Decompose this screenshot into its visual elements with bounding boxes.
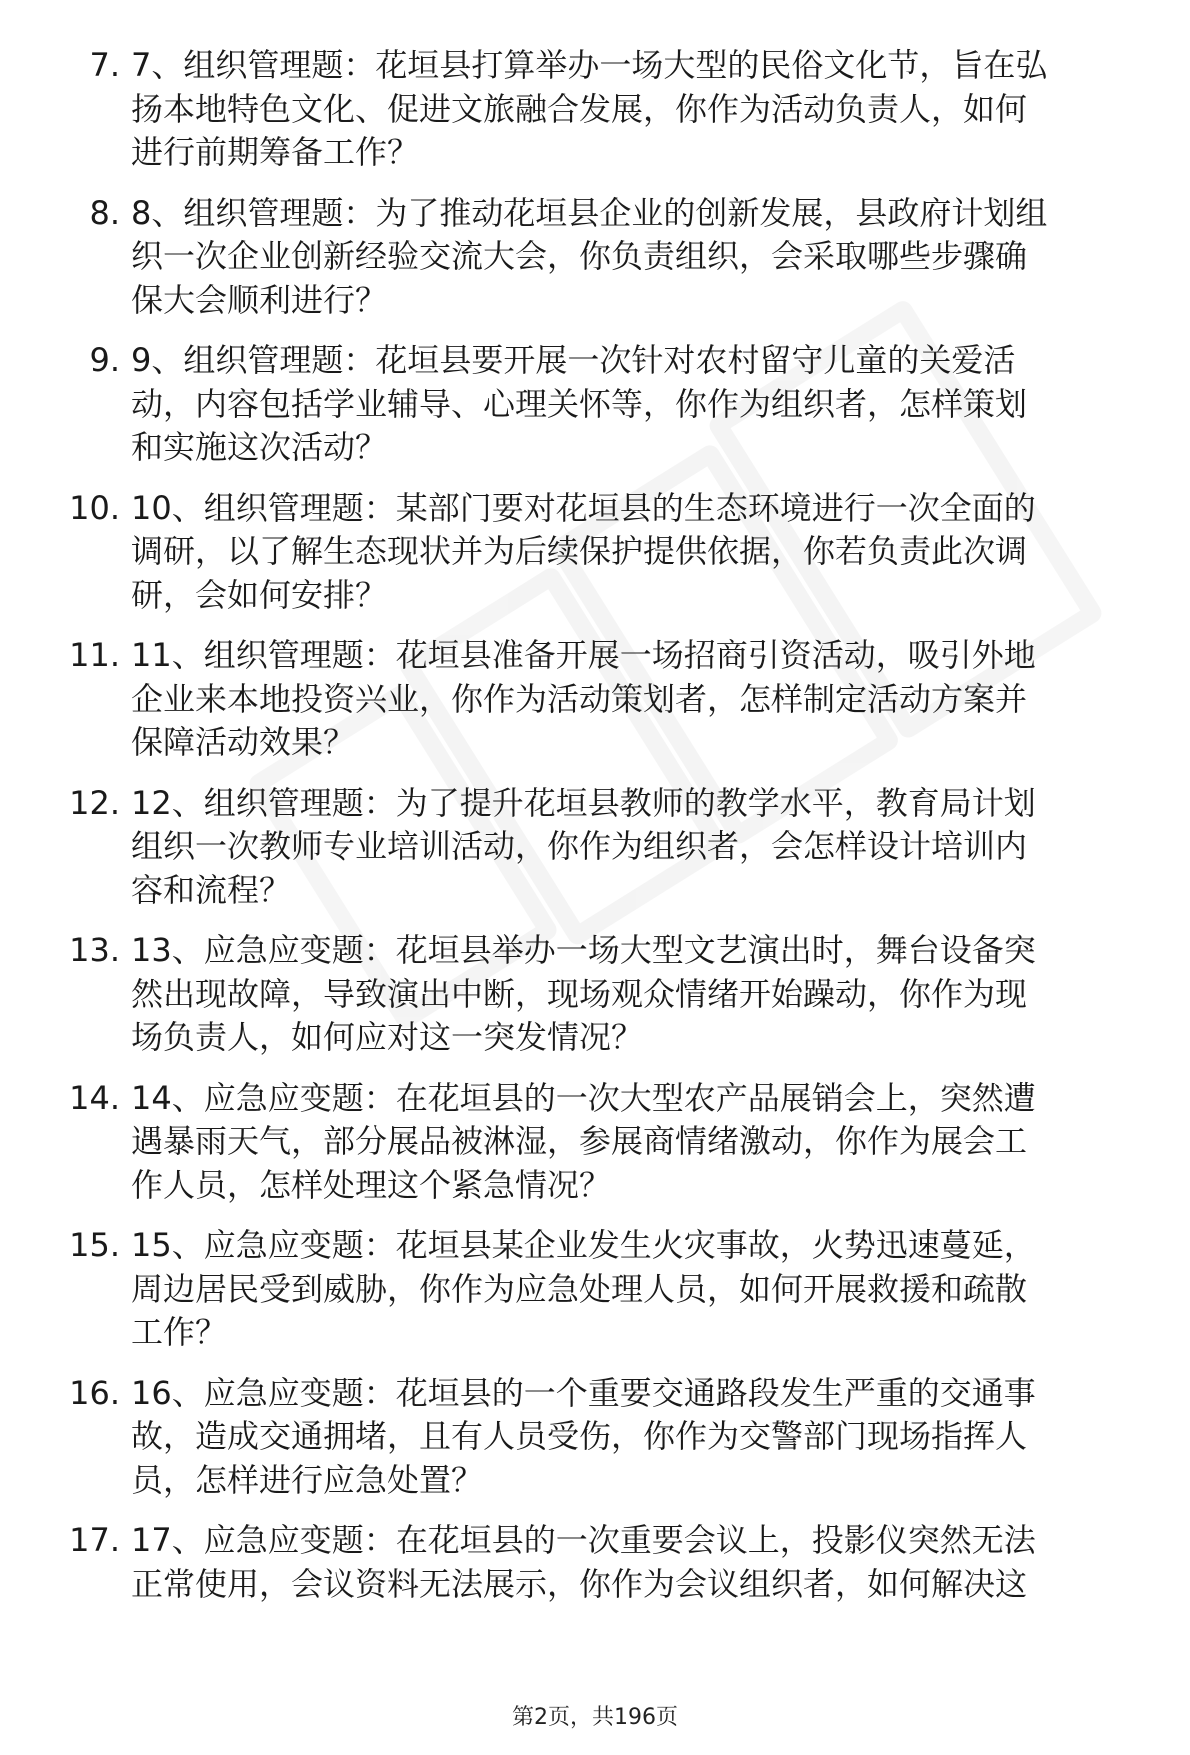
question-text — [131, 192, 1171, 323]
question-text-line: 12、组织管理题：为了提升花垣县教师的教学水平，教育局计划 — [131, 783, 1036, 822]
question-text — [131, 487, 1171, 618]
question-text — [131, 782, 1171, 913]
question-item — [0, 1224, 1190, 1355]
question-text-line: 保大会顺利进行？ — [131, 280, 388, 319]
question-text-line: 保障活动效果？ — [131, 723, 356, 761]
question-text — [131, 1224, 1171, 1355]
question-number: 15. — [69, 1226, 120, 1264]
question-text-line: 正常使用，会议资料无法展示，你作为会议组织者，如何解决这 — [131, 1564, 1028, 1603]
question-text-line: 15、应急应变题：花垣县某企业发生火灾事故，火势迅速蔓延， — [131, 1226, 1036, 1264]
question-text — [131, 634, 1171, 765]
question-text — [131, 1372, 1171, 1503]
question-text-line: 工作？ — [131, 1313, 228, 1351]
question-text-line: 研，会如何安排？ — [131, 575, 388, 614]
question-text — [131, 929, 1171, 1060]
question-text-line: 17、应急应变题：在花垣县的一次重要会议上，投影仪突然无法 — [131, 1521, 1036, 1559]
question-text-line: 场负责人，如何应对这一突发情况？ — [131, 1018, 644, 1056]
question-number: 17. — [69, 1521, 120, 1559]
question-text-line: 8、组织管理题：为了推动花垣县企业的创新发展，县政府计划组 — [131, 193, 1048, 232]
question-item — [0, 1372, 1190, 1503]
question-text-line: 容和流程？ — [131, 870, 292, 909]
question-text-line: 然出现故障，导致演出中断，现场观众情绪开始躁动，你作为现 — [131, 974, 1028, 1013]
question-item — [0, 1519, 1190, 1606]
question-text-line: 遇暴雨天气，部分展品被淋湿，参展商情绪激动，你作为展会工 — [131, 1122, 1028, 1160]
question-item — [0, 487, 1190, 618]
question-text-line: 周边居民受到威胁，你作为应急处理人员，如何开展救援和疏散 — [131, 1269, 1028, 1308]
question-text-line: 进行前期筹备工作？ — [131, 133, 420, 171]
question-item — [0, 929, 1190, 1060]
question-text-line: 14、应急应变题：在花垣县的一次大型农产品展销会上，突然遭 — [131, 1078, 1036, 1117]
question-text-line: 作人员，怎样处理这个紧急情况？ — [131, 1165, 612, 1204]
question-text-line: 10、组织管理题：某部门要对花垣县的生态环境进行一次全面的 — [131, 488, 1036, 527]
question-text-line: 企业来本地投资兴业，你作为活动策划者，怎样制定活动方案并 — [131, 679, 1028, 718]
question-number: 7. — [89, 46, 120, 84]
question-item — [0, 782, 1190, 913]
question-number: 14. — [69, 1078, 120, 1117]
question-number: 13. — [69, 931, 120, 969]
question-item — [0, 634, 1190, 765]
question-text-line: 7、组织管理题：花垣县打算举办一场大型的民俗文化节，旨在弘 — [131, 46, 1048, 84]
question-text — [131, 339, 1171, 470]
question-item — [0, 1077, 1190, 1208]
question-text-line: 动，内容包括学业辅导、心理关怀等，你作为组织者，怎样策划 — [131, 384, 1028, 423]
question-text-line: 扬本地特色文化、促进文旅融合发展，你作为活动负责人，如何 — [131, 89, 1028, 128]
question-text-line: 16、应急应变题：花垣县的一个重要交通路段发生严重的交通事 — [131, 1373, 1036, 1412]
question-text — [131, 1077, 1171, 1208]
question-text-line: 11、组织管理题：花垣县准备开展一场招商引资活动，吸引外地 — [131, 636, 1036, 674]
question-item — [0, 192, 1190, 323]
question-number: 9. — [89, 341, 120, 379]
question-item — [0, 44, 1190, 175]
question-text — [131, 1519, 1171, 1606]
question-text-line: 织一次企业创新经验交流大会，你负责组织，会采取哪些步骤确 — [131, 237, 1028, 275]
question-number: 12. — [69, 783, 120, 822]
question-number: 10. — [69, 488, 120, 527]
question-number: 16. — [69, 1373, 120, 1412]
question-item — [0, 339, 1190, 470]
question-text-line: 组织一次教师专业培训活动，你作为组织者，会怎样设计培训内 — [131, 827, 1028, 865]
question-text-line: 故，造成交通拥堵，且有人员受伤，你作为交警部门现场指挥人 — [131, 1417, 1028, 1455]
page-footer: 第2页，共196页 — [512, 1705, 678, 1730]
question-text-line: 9、组织管理题：花垣县要开展一次针对农村留守儿童的关爱活 — [131, 341, 1016, 379]
question-number: 11. — [69, 636, 120, 674]
question-text — [131, 44, 1171, 175]
question-text-line: 13、应急应变题：花垣县举办一场大型文艺演出时，舞台设备突 — [131, 931, 1036, 969]
question-list — [0, 44, 1190, 1623]
question-number: 8. — [89, 193, 120, 232]
question-text-line: 调研，以了解生态现状并为后续保护提供依据，你若负责此次调 — [131, 532, 1028, 570]
question-text-line: 员，怎样进行应急处置？ — [131, 1460, 484, 1499]
question-text-line: 和实施这次活动？ — [131, 428, 388, 466]
